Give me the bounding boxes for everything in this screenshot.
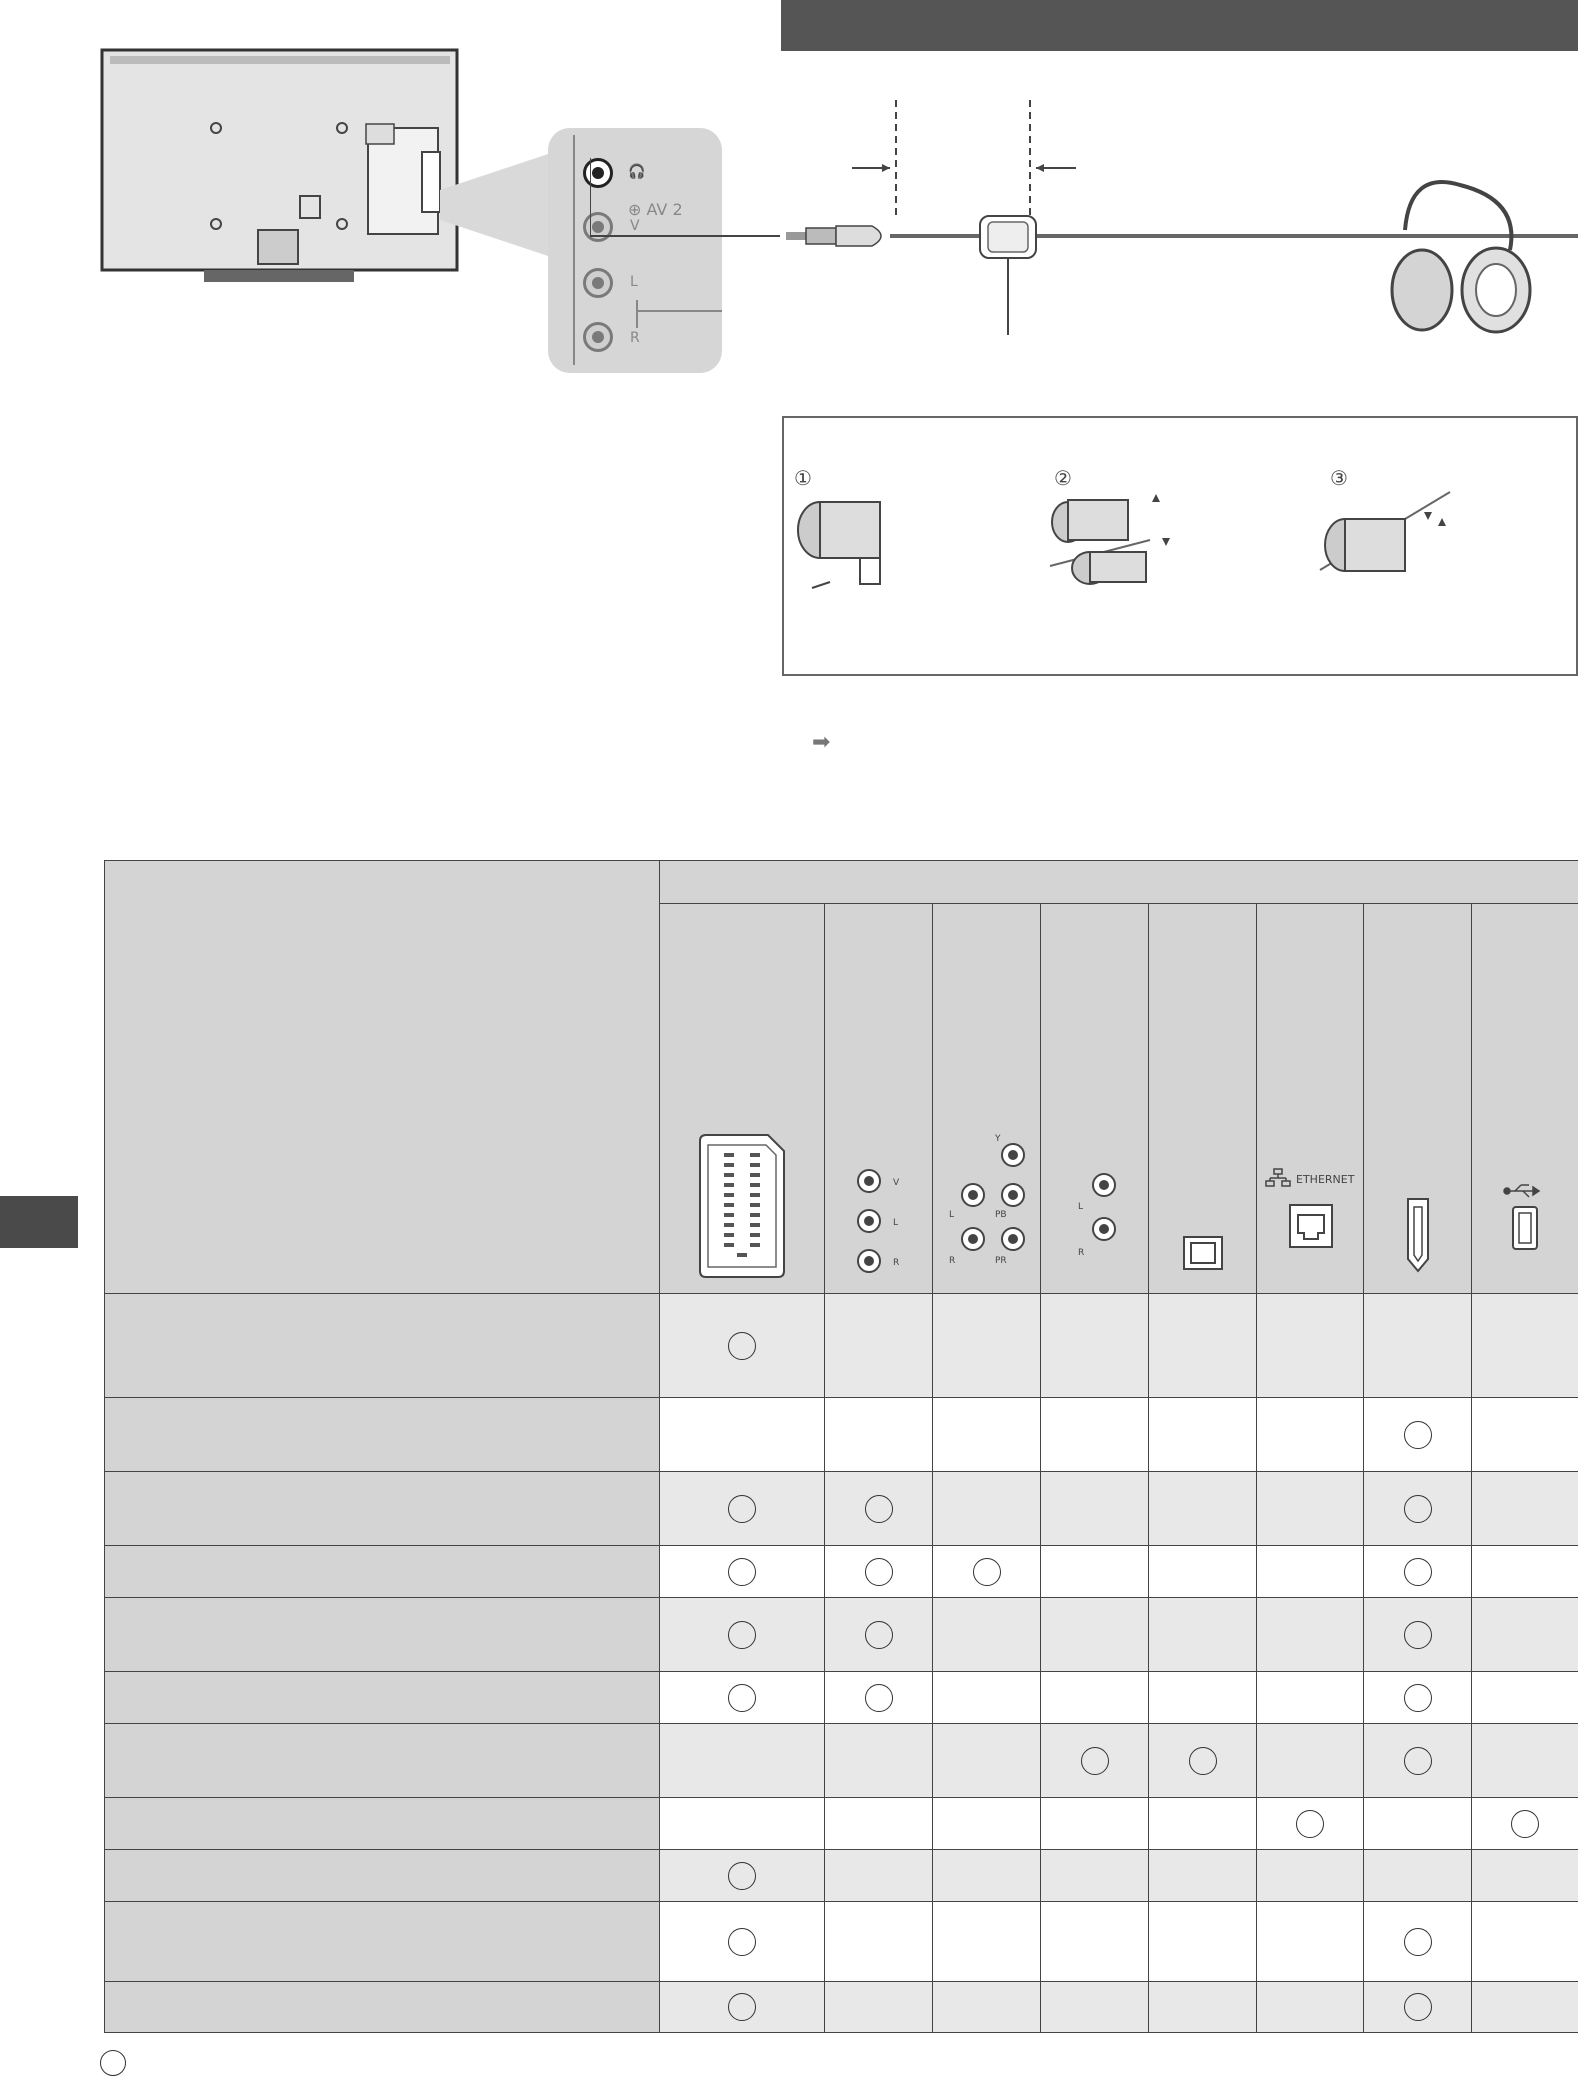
av-v-label: V <box>892 1178 899 1188</box>
supported-circle-icon <box>1404 1621 1432 1649</box>
matrix-cell <box>1041 1672 1149 1724</box>
matrix-cell <box>933 1982 1041 2033</box>
matrix-cell <box>1041 1724 1149 1798</box>
supported-circle-icon <box>728 1684 756 1712</box>
supported-circle-icon <box>1511 1810 1539 1838</box>
scart-icon <box>696 1131 788 1281</box>
usb-icon <box>1495 1171 1555 1281</box>
matrix-cell <box>1257 1294 1364 1398</box>
matrix-cell <box>1149 1798 1257 1850</box>
supported-circle-icon <box>865 1621 893 1649</box>
matrix-cell <box>825 1902 933 1982</box>
matrix-cell <box>1472 1798 1578 1850</box>
matrix-cell <box>1041 1982 1149 2033</box>
audio-l-label: L <box>630 274 638 290</box>
matrix-cell <box>1041 1902 1149 1982</box>
supported-circle-icon <box>728 1495 756 1523</box>
matrix-cell <box>1364 1902 1472 1982</box>
matrix-cell <box>1257 1982 1364 2033</box>
scart-terminal-cell <box>660 904 825 1294</box>
table-row <box>105 1598 1578 1672</box>
matrix-cell <box>1041 1850 1149 1902</box>
step-2: ② <box>1054 466 1072 490</box>
matrix-cell <box>1257 1850 1364 1902</box>
row-label-cell <box>105 1724 660 1798</box>
optical-terminal-cell <box>1149 904 1257 1294</box>
matrix-cell <box>1472 1850 1578 1902</box>
comp-r-label: R <box>948 1256 955 1266</box>
audio-out-jacks-icon <box>1050 1161 1140 1281</box>
matrix-cell <box>1472 1982 1578 2033</box>
audio-out-terminal-cell <box>1041 904 1149 1294</box>
matrix-cell <box>1364 1398 1472 1472</box>
matrix-cell <box>1257 1902 1364 1982</box>
supported-circle-icon <box>1404 1747 1432 1775</box>
av-r-label: R <box>892 1258 899 1268</box>
row-label-cell <box>105 1798 660 1850</box>
supported-circle-icon <box>728 1993 756 2021</box>
hdmi-icon <box>1388 1171 1448 1281</box>
matrix-cell <box>933 1850 1041 1902</box>
matrix-cell <box>660 1982 825 2033</box>
comp-l-label: L <box>948 1210 954 1220</box>
matrix-cell <box>1149 1672 1257 1724</box>
matrix-cell <box>825 1472 933 1546</box>
comp-pb-label: PB <box>994 1210 1007 1220</box>
matrix-cell <box>660 1294 825 1398</box>
matrix-cell <box>825 1294 933 1398</box>
matrix-cell <box>1364 1598 1472 1672</box>
matrix-cell <box>825 1598 933 1672</box>
av2-label: ⊕ AV 2 <box>628 200 683 219</box>
table-row <box>105 1902 1578 1982</box>
supported-circle-icon <box>728 1621 756 1649</box>
matrix-cell <box>660 1902 825 1982</box>
matrix-cell <box>1149 1982 1257 2033</box>
comp-pr-label: PR <box>994 1256 1007 1266</box>
ethernet-icon <box>1262 1161 1358 1281</box>
matrix-cell <box>1257 1798 1364 1850</box>
matrix-cell <box>660 1598 825 1672</box>
matrix-cell <box>1257 1724 1364 1798</box>
matrix-cell <box>1149 1546 1257 1598</box>
supported-circle-icon <box>865 1495 893 1523</box>
supported-circle-icon <box>1404 1993 1432 2021</box>
matrix-cell <box>1149 1294 1257 1398</box>
matrix-cell <box>1149 1724 1257 1798</box>
supported-circle-icon <box>865 1684 893 1712</box>
matrix-cell <box>825 1850 933 1902</box>
matrix-cell <box>1149 1902 1257 1982</box>
matrix-cell <box>660 1546 825 1598</box>
matrix-cell <box>1149 1598 1257 1672</box>
supported-circle-icon <box>1404 1684 1432 1712</box>
row-label-cell <box>105 1982 660 2033</box>
matrix-cell <box>1472 1724 1578 1798</box>
matrix-cell <box>1472 1398 1578 1472</box>
matrix-cell <box>825 1672 933 1724</box>
hdmi-terminal-cell <box>1364 904 1472 1294</box>
matrix-cell <box>933 1398 1041 1472</box>
matrix-cell <box>933 1598 1041 1672</box>
table-corner-cell <box>105 861 660 1294</box>
supported-circle-icon <box>973 1558 1001 1586</box>
matrix-cell <box>933 1294 1041 1398</box>
row-label-cell <box>105 1472 660 1546</box>
table-row <box>105 1850 1578 1902</box>
chapter-tab <box>0 1196 78 1248</box>
table-row <box>105 1672 1578 1724</box>
supported-circle-icon <box>1404 1928 1432 1956</box>
step-1: ① <box>794 466 812 490</box>
row-label-cell <box>105 1672 660 1724</box>
ferrite-steps-illustration <box>780 470 1578 610</box>
matrix-cell <box>1472 1598 1578 1672</box>
av-jacks-icon <box>839 1161 919 1281</box>
av-terminal-cell <box>825 904 933 1294</box>
audio-r-label: R <box>630 330 640 346</box>
matrix-cell <box>933 1546 1041 1598</box>
matrix-cell <box>1472 1472 1578 1546</box>
matrix-cell <box>1257 1472 1364 1546</box>
terminal-group-header <box>660 861 1578 904</box>
matrix-cell <box>1472 1546 1578 1598</box>
table-row <box>105 1546 1578 1598</box>
row-label-cell <box>105 1850 660 1902</box>
tv-rear-illustration <box>100 48 460 288</box>
matrix-cell <box>1364 1850 1472 1902</box>
supported-circle-icon <box>728 1332 756 1360</box>
aout-l-label: L <box>1077 1202 1083 1212</box>
headphone-cable-diagram <box>590 90 1578 350</box>
matrix-cell <box>660 1672 825 1724</box>
matrix-cell <box>660 1472 825 1546</box>
row-label-cell <box>105 1598 660 1672</box>
matrix-cell <box>1149 1472 1257 1546</box>
av-l-label: L <box>892 1218 898 1228</box>
supported-circle-icon <box>1404 1421 1432 1449</box>
matrix-cell <box>1364 1798 1472 1850</box>
supported-circle-icon <box>728 1928 756 1956</box>
connection-table <box>104 860 1578 2033</box>
matrix-cell <box>933 1724 1041 1798</box>
ethernet-terminal-cell <box>1257 904 1364 1294</box>
usb-terminal-cell <box>1472 904 1578 1294</box>
matrix-cell <box>1041 1546 1149 1598</box>
matrix-cell <box>825 1982 933 2033</box>
ethernet-label: ETHERNET <box>1296 1173 1355 1186</box>
matrix-cell <box>1149 1850 1257 1902</box>
supported-circle-icon <box>728 1862 756 1890</box>
matrix-cell <box>1041 1294 1149 1398</box>
matrix-cell <box>825 1798 933 1850</box>
row-label-cell <box>105 1294 660 1398</box>
row-label-cell <box>105 1546 660 1598</box>
matrix-cell <box>1364 1546 1472 1598</box>
table-row <box>105 1982 1578 2033</box>
matrix-cell <box>1364 1724 1472 1798</box>
supported-circle-icon <box>1296 1810 1324 1838</box>
table-row <box>105 1398 1578 1472</box>
matrix-cell <box>933 1902 1041 1982</box>
matrix-cell <box>1364 1294 1472 1398</box>
optical-audio-icon <box>1173 1201 1233 1281</box>
table-row <box>105 1294 1578 1398</box>
matrix-cell <box>825 1398 933 1472</box>
matrix-cell <box>825 1724 933 1798</box>
comp-y-label: Y <box>994 1134 1000 1144</box>
matrix-cell <box>1041 1472 1149 1546</box>
matrix-cell <box>1472 1672 1578 1724</box>
matrix-cell <box>1149 1398 1257 1472</box>
supported-circle-icon <box>865 1558 893 1586</box>
matrix-cell <box>1257 1672 1364 1724</box>
matrix-cell <box>1364 1982 1472 2033</box>
matrix-cell <box>660 1850 825 1902</box>
aout-r-label: R <box>1077 1248 1084 1258</box>
legend-circle-icon <box>100 2050 126 2076</box>
matrix-cell <box>1472 1294 1578 1398</box>
matrix-cell <box>1041 1598 1149 1672</box>
table-row <box>105 1472 1578 1546</box>
arrow-right-icon: ➡ <box>812 730 831 755</box>
step-3: ③ <box>1330 466 1348 490</box>
section-header-bar <box>781 0 1578 51</box>
matrix-cell <box>1257 1598 1364 1672</box>
supported-circle-icon <box>1081 1747 1109 1775</box>
matrix-cell <box>1364 1672 1472 1724</box>
row-label-cell <box>105 1398 660 1472</box>
matrix-cell <box>660 1398 825 1472</box>
supported-circle-icon <box>1404 1495 1432 1523</box>
row-label-cell <box>105 1902 660 1982</box>
panel-divider <box>573 135 575 365</box>
matrix-cell <box>1364 1472 1472 1546</box>
component-terminal-cell <box>933 904 1041 1294</box>
matrix-cell <box>660 1724 825 1798</box>
matrix-cell <box>825 1546 933 1598</box>
supported-circle-icon <box>1189 1747 1217 1775</box>
matrix-cell <box>1257 1398 1364 1472</box>
supported-circle-icon <box>1404 1558 1432 1586</box>
matrix-cell <box>933 1798 1041 1850</box>
matrix-cell <box>933 1472 1041 1546</box>
matrix-cell <box>1041 1798 1149 1850</box>
matrix-cell <box>933 1672 1041 1724</box>
supported-circle-icon <box>728 1558 756 1586</box>
matrix-cell <box>1041 1398 1149 1472</box>
matrix-cell <box>1472 1902 1578 1982</box>
table-row <box>105 1798 1578 1850</box>
table-row <box>105 1724 1578 1798</box>
table-header-row <box>105 861 1578 904</box>
video-label: V <box>630 218 640 234</box>
matrix-cell <box>1257 1546 1364 1598</box>
matrix-cell <box>660 1798 825 1850</box>
component-jacks-icon <box>937 1131 1037 1281</box>
headphone-icon: 🎧 <box>628 164 646 180</box>
